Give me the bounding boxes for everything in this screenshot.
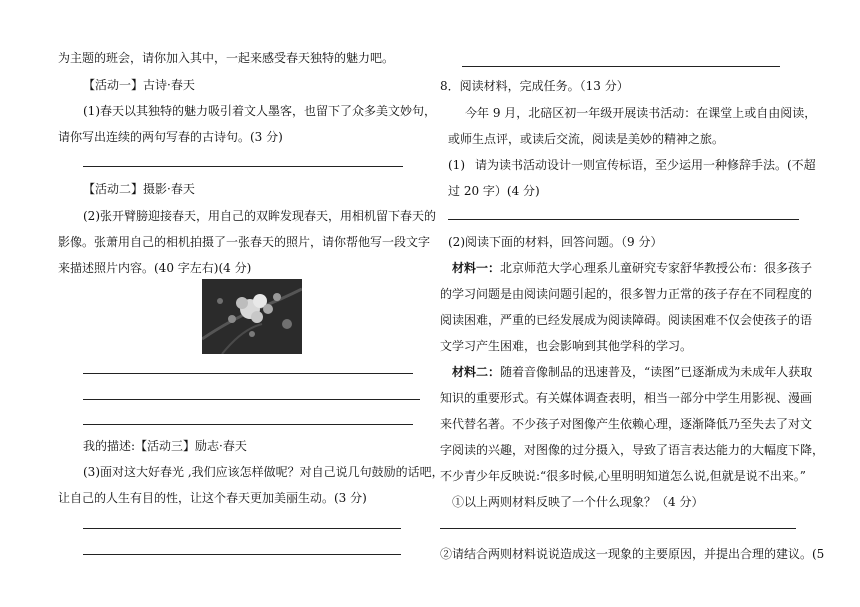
q1-text-line2: 请你写出连续的两句写春的古诗句。(3 分) [58, 130, 283, 144]
sub-question-1-line2: 过 20 字）(4 分) [448, 184, 540, 198]
question-a: ①以上两则材料反映了一个什么现象？（4 分） [452, 495, 704, 509]
answer-line-question-a[interactable] [440, 528, 796, 529]
passage-line2: 或师生点评，或读后交流，阅读是美妙的精神之旅。 [448, 132, 725, 146]
answer-line-q2-3[interactable] [83, 424, 413, 425]
material2-line1 [452, 364, 812, 380]
q2-text-line1: (2)张开臂膀迎接春天，用自己的双眸发现春天，用相机留下春天的 [83, 209, 437, 223]
intro-text: 为主题的班会，请你加入其中，一起来感受春天独特的魅力吧。 [58, 51, 395, 65]
answer-line-q1[interactable] [83, 166, 403, 167]
activity2-title: 【活动二】摄影·春天 [83, 182, 195, 196]
answer-line-q3-1[interactable] [83, 528, 401, 529]
sub-question-1-line1: 请为读书活动设计一则宣传标语，至少运用一种修辞手法。(不超 [475, 158, 816, 172]
spring-photo [202, 279, 302, 354]
answer-line-q3-2[interactable] [83, 554, 401, 555]
material2-line2: 知识的重要形式。有关媒体调查表明，相当一部分中学生用影视、漫画 [440, 391, 813, 405]
material1-text: 北京师范大学心理系儿童研究专家舒华教授公布：很多孩子 [500, 261, 813, 275]
answer-line-slogan[interactable] [448, 219, 799, 220]
activity3-line: 我的描述:【活动三】励志·春天 [83, 439, 247, 453]
material2-label: 材料二： [452, 365, 501, 379]
q3-text-line1: (3)面对这大好春光 ,我们应该怎样做呢？对自己说几句鼓励的话吧， [83, 465, 444, 479]
material2-text: 随着音像制品的迅速普及，“读图”已逐渐成为未成年人获取 [500, 365, 813, 379]
sub-question-2: (2)阅读下面的材料，回答问题。（9 分） [448, 235, 663, 249]
q2-text-line2: 影像。张萧用自己的相机拍摄了一张春天的照片，请你帮他写一段文字 [58, 235, 431, 249]
q3-text-line2: 让自己的人生有目的性，让这个春天更加美丽生动。(3 分) [58, 491, 367, 505]
answer-line-top[interactable] [462, 66, 780, 67]
q1-text-line1: (1)春天以其独特的魅力吸引着文人墨客，也留下了众多美文妙句， [83, 104, 437, 118]
answer-line-q2-1[interactable] [83, 373, 413, 374]
question-b: ②请结合两则材料说说造成这一现象的主要原因，并提出合理的建议。(5 [440, 547, 825, 561]
activity1-title: 【活动一】古诗·春天 [83, 78, 195, 92]
material1-line1 [452, 260, 812, 276]
material1-label: 材料一： [452, 261, 501, 275]
q2-text-line3: 来描述照片内容。(40 字左右)(4 分) [58, 261, 252, 275]
passage-line1: 今年 9 月，北碚区初一年级开展读书活动：在课堂上或自由阅读， [465, 106, 817, 120]
material2-line5: 不少青少年反映说:“很多时候,心里明明知道怎么说,但就是说不出来。” [440, 469, 806, 483]
answer-line-q2-2[interactable] [83, 399, 420, 400]
material1-line2: 的学习问题是由阅读问题引起的，很多智力正常的孩子存在不同程度的 [440, 287, 813, 301]
material1-line3: 阅读困难，严重的已经发展成为阅读障碍。阅读困难不仅会使孩子的语 [440, 313, 813, 327]
sub-question-1-number: (1) [448, 158, 465, 172]
material2-line3: 来代替名著。不少孩子对图像产生依赖心理，逐渐降低乃至失去了对文 [440, 417, 813, 431]
q8-title: 8．阅读材料，完成任务。（13 分） [440, 79, 629, 93]
material1-line4: 文学习产生困难，也会影响到其他学科的学习。 [440, 339, 693, 353]
material2-line4: 字阅读的兴趣，对图像的过分摄入，导致了语言表达能力的大幅度下降， [440, 443, 825, 457]
